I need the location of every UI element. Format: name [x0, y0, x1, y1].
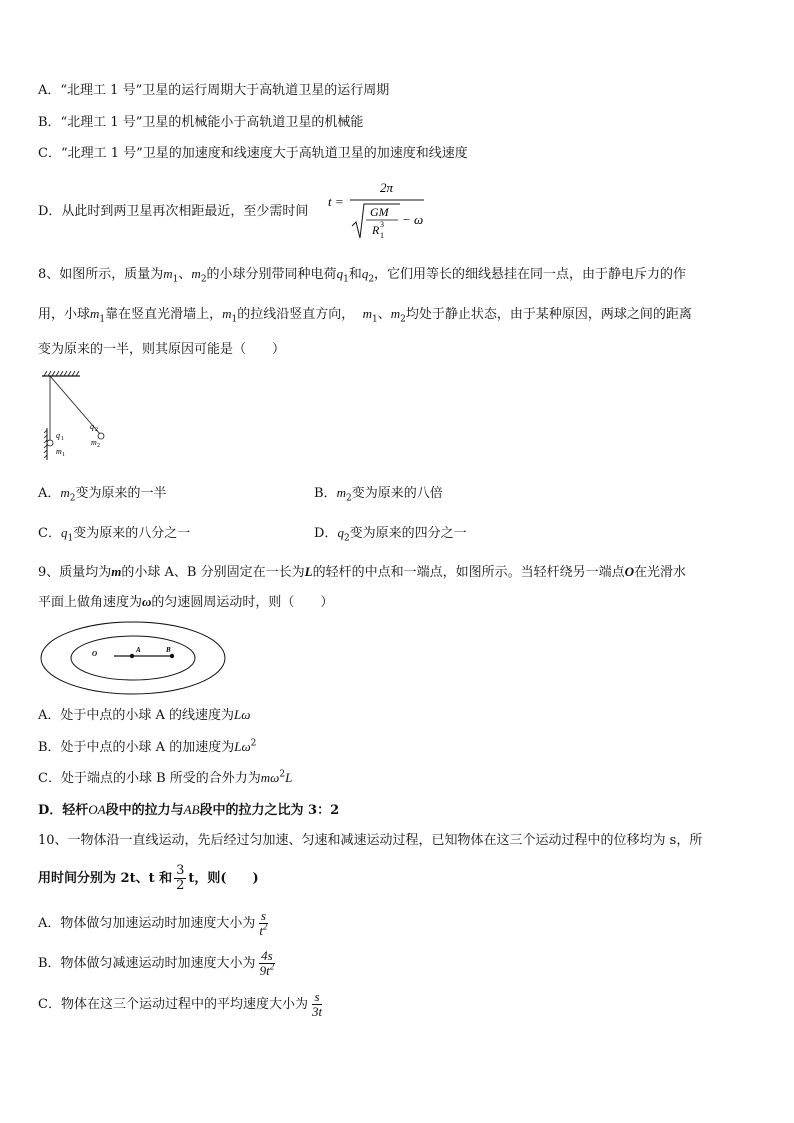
oa-symbol: OA: [88, 802, 106, 817]
q2-symbol: q: [361, 266, 369, 281]
formula-lhs: t =: [328, 194, 344, 209]
q7-formula: [328, 172, 428, 242]
q9-line-2: [38, 593, 333, 612]
q9-text: 在光滑水: [633, 565, 686, 580]
opt-text: C．物体在这三个运动过程中的平均速度大小为: [38, 997, 308, 1012]
m2-symbol: m: [336, 485, 346, 500]
and: 和: [348, 267, 362, 282]
frac-num: s: [314, 989, 320, 1004]
fig-q1-label: q: [56, 431, 60, 440]
q8-text: 均处于静止状态，由于某种原因，两球之间的距离: [405, 307, 692, 322]
m2-sub: 2: [400, 314, 406, 325]
q10-fraction: [174, 864, 186, 893]
q9-text: 平面上做角速度为: [38, 595, 143, 610]
frac-den: t: [259, 923, 264, 938]
q9-text: 9、质量均为: [38, 565, 112, 580]
fig-q2-sub: 2: [95, 427, 98, 433]
q7-option-d: [38, 203, 308, 221]
opt-text: A．物体做匀加速运动时加速度大小为: [38, 916, 256, 931]
q9-text: 的轻杆的中点和一端点，如图所示。当轻杆绕另一端点: [312, 565, 625, 580]
opt-text: 变为原来的四分之一: [349, 526, 467, 541]
opt-sup: 2: [279, 769, 286, 780]
q9-option-d: [38, 801, 339, 820]
frac-num: s: [260, 908, 266, 923]
q7-option-a: A．“北理工 1 号”卫星的运行周期大于高轨道卫星的运行周期: [38, 83, 390, 98]
q2-symbol: q: [337, 525, 344, 540]
q8-line-3: 变为原来的一半，则其原因可能是（ ）: [38, 342, 286, 357]
L-symbol: L: [304, 564, 313, 579]
q7-option-c: C．“北理工 1 号”卫星的加速度和线速度大于高轨道卫星的加速度和线速度: [38, 146, 468, 161]
m2-symbol: m: [60, 485, 70, 500]
opt-label: A．: [38, 486, 61, 501]
opt-text: D．轻杆: [38, 803, 89, 818]
q7-option-b: B．“北理工 1 号”卫星的机械能小于高轨道卫星的机械能: [38, 115, 364, 130]
fig-a-label: A: [136, 646, 141, 654]
m1-symbol: m: [222, 306, 232, 321]
c-fraction: [310, 990, 324, 1019]
m1-sub: 1: [99, 314, 106, 325]
q8-text: 靠在竖直光滑墙上，: [105, 307, 223, 322]
fig-b-label: B: [166, 646, 171, 654]
m2-sub: 2: [345, 493, 352, 504]
q7-option-d-text: D．从此时到两卫星再次相距最近，至少需时间: [38, 204, 309, 219]
fig-m1-sub: 1: [62, 452, 65, 458]
q10-text: 用时间分别为 2t、t 和: [38, 871, 173, 886]
frac-den: 9t: [259, 963, 270, 978]
opt-sup: 2: [250, 738, 257, 749]
q8-option-d: [314, 524, 467, 543]
opt-value: L: [285, 770, 293, 785]
opt-text: C．处于端点的小球 B 所受的合外力为: [38, 771, 261, 786]
omega-symbol: ω: [142, 594, 152, 609]
m1-symbol: m: [163, 266, 173, 281]
fig-o-label: O: [92, 650, 98, 658]
frac-num: 3: [176, 863, 185, 878]
q8-line-2: [38, 305, 692, 324]
opt-value: Lω: [234, 739, 251, 754]
q10-option-b: [38, 949, 278, 978]
m1-symbol: m: [90, 306, 100, 321]
b-fraction: [258, 949, 277, 978]
m2-sub: 2: [69, 493, 76, 504]
m1-sub: 1: [371, 314, 378, 325]
opt-text: 变为原来的一半: [75, 486, 167, 501]
q8-option-a: [38, 484, 167, 503]
opt-text: 变为原来的八倍: [351, 486, 443, 501]
formula-minus-omega: − ω: [402, 212, 424, 227]
opt-label: C．: [38, 526, 61, 541]
opt-label: B．: [314, 486, 337, 501]
opt-value: Lω: [234, 707, 251, 722]
formula-r-sup: 3: [380, 220, 384, 229]
formula-r: R: [372, 223, 380, 237]
frac-sup: 2: [263, 921, 268, 932]
m-symbol: m: [111, 564, 122, 579]
q10-line-2: [38, 864, 259, 893]
opt-text: A．处于中点的小球 A 的线速度为: [38, 708, 235, 723]
q8-option-b: [314, 484, 443, 503]
fig-m2-sub: 2: [97, 443, 100, 449]
m1-sub: 1: [172, 274, 179, 285]
formula-gm: GM: [370, 205, 389, 219]
q9-text: 的小球 A、B 分别固定在一长为: [121, 565, 305, 580]
opt-text: 段中的拉力之比为 3：2: [199, 803, 340, 818]
formula-numerator: 2π: [380, 180, 394, 195]
q8-option-c: [38, 524, 190, 543]
opt-text: B．物体做匀减速运动时加速度大小为: [38, 956, 256, 971]
q9-option-b: [38, 738, 256, 757]
m2-symbol: m: [390, 306, 401, 321]
fig-q1-sub: 1: [61, 436, 64, 442]
ab-symbol: AB: [183, 802, 200, 817]
m1-symbol: m: [362, 306, 372, 321]
frac-den: 3t: [311, 1004, 323, 1019]
q9-option-a: [38, 706, 250, 725]
frac-num: 4s: [261, 948, 273, 963]
sep: 、: [178, 267, 192, 282]
opt-text: 变为原来的八分之一: [73, 526, 191, 541]
a-fraction: [257, 909, 269, 938]
q10-option-c: [38, 990, 326, 1019]
fig-m2-label: m: [91, 438, 97, 447]
m2-sub: 2: [200, 274, 207, 285]
q10-option-a: [38, 909, 272, 938]
q9-text: 的匀速圆周运动时，则（ ）: [151, 595, 334, 610]
opt-text: 段中的拉力与: [105, 803, 184, 818]
q2-sub: 2: [343, 533, 350, 544]
q1-symbol: q: [336, 266, 344, 281]
O-symbol: O: [624, 564, 634, 579]
opt-value: mω: [260, 770, 280, 785]
q1-sub: 1: [67, 533, 74, 544]
q8-text: ，它们用等长的细线悬挂在同一点，由于静电斥力的作: [374, 267, 687, 282]
q8-line-1: [38, 265, 686, 284]
q9-line-1: [38, 563, 686, 582]
q10-line-1: 10、一物体沿一直线运动，先后经过匀加速、匀速和减速运动过程，已知物体在这三个运动过程中的位移均为 s，所: [38, 833, 703, 848]
q8-text: 8、如图所示，质量为: [38, 267, 164, 282]
opt-text: B．处于中点的小球 A 的加速度为: [38, 740, 235, 755]
q1-sub: 1: [343, 274, 349, 285]
q1-symbol: q: [60, 525, 68, 540]
q8-figure: [38, 370, 118, 462]
m1-sub: 1: [231, 314, 238, 325]
fig-q2-label: q: [90, 422, 94, 431]
formula-r-sub: 1: [380, 231, 384, 240]
fig-m1-label: m: [56, 447, 62, 456]
q8-text: 用，小球: [38, 307, 91, 322]
opt-label: D．: [314, 526, 338, 541]
m2-symbol: m: [191, 266, 201, 281]
frac-sup: 2: [269, 961, 275, 972]
q10-text: t，则( ): [188, 871, 259, 886]
q9-figure: [38, 620, 228, 696]
q8-text: 的拉线沿竖直方向，: [237, 307, 355, 322]
q9-option-c: [38, 769, 292, 788]
sep: 、: [377, 307, 391, 322]
frac-den: 2: [176, 878, 185, 893]
q8-text: 的小球分别带同种电荷: [206, 267, 337, 282]
q2-sub: 2: [368, 274, 375, 285]
